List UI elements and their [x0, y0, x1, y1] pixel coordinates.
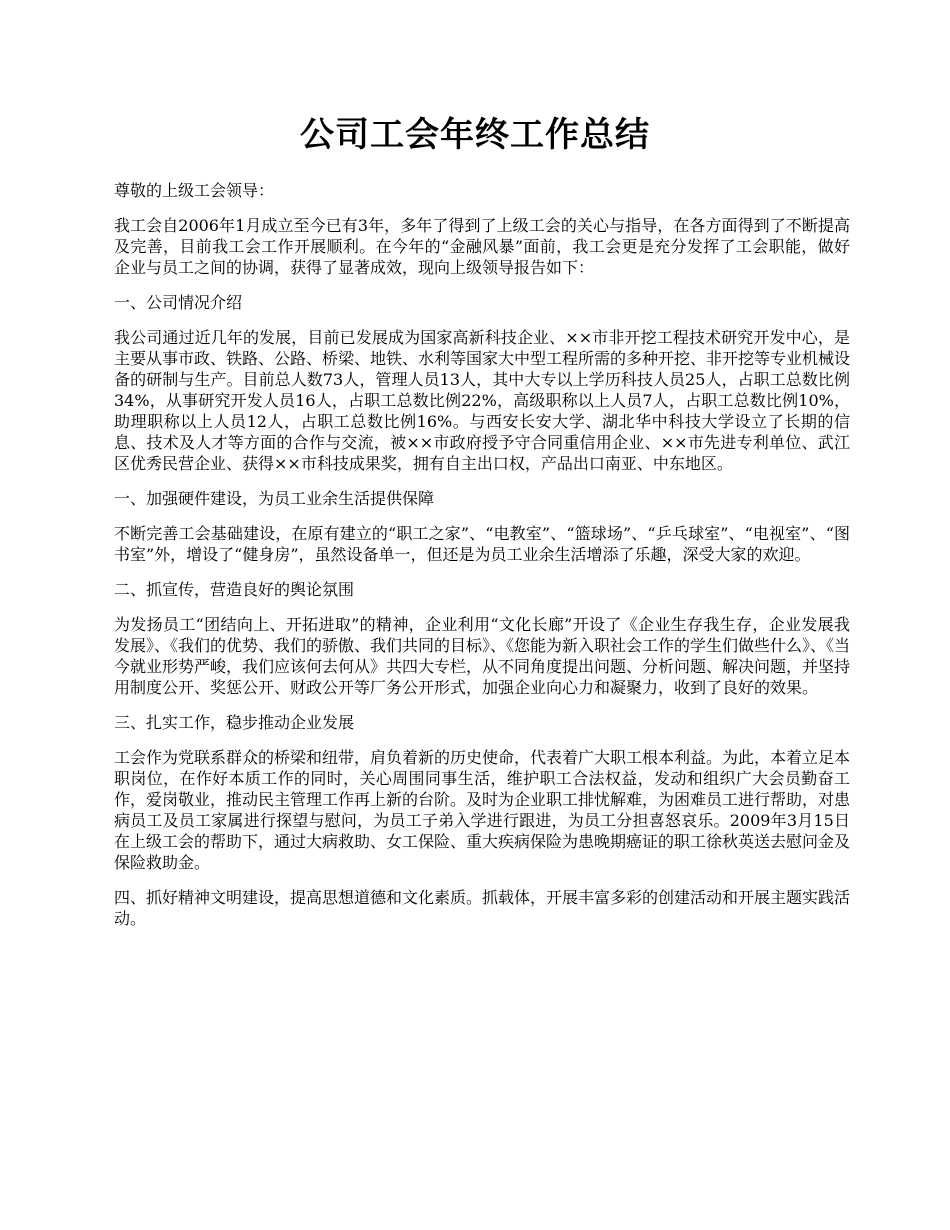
- heading-publicity: 二、抓宣传，营造良好的舆论氛围: [114, 580, 355, 599]
- paragraph-intro: 我工会自2006年1月成立至今已有3年，多年了得到了上级工会的关心与指导，在各方面得到了不断提高及完善，目前我工会工作开展顺利。在今年的“金融风暴”面前，我工会更是充分发挥了工会职能，做好企业与员工之间的协调，获得了显著成效，现向上级领导报告如下：: [114, 216, 850, 277]
- heading-hardware: 一、加强硬件建设，为员工业余生活提供保障: [114, 489, 435, 508]
- document-body: [114, 180, 850, 929]
- paragraph-publicity: 为发扬员工“团结向上、开拓进取”的精神，企业利用“文化长廊”开设了《企业生存我生存，企业发展我发展》、《我们的优势、我们的骄傲、我们共同的目标》、《您能为新入职社会工作的学生们做些什么》、《当今就业形势严峻，我们应该何去何从》共四大专栏，从不同角度提出问题、分析问题、解决问题，并坚持用制度公开、奖惩公开、财政公开等厂务公开形式，加强企业向心力和凝聚力，收到了良好的效果。: [114, 615, 851, 697]
- paragraph-hardware: 不断完善工会基础建设，在原有建立的“职工之家”、“电教室”、“篮球场”、“乒乓球室”、“电视室”、“图书室”外，增设了“健身房”，虽然设备单一，但还是为员工业余生活增添了乐趣，深受大家的欢迎。: [114, 524, 850, 564]
- paragraph-solid-work: 工会作为党联系群众的桥梁和纽带，肩负着新的历史使命，代表着广大职工根本利益。为此，本着立足本职岗位，在作好本质工作的同时，关心周围同事生活，维护职工合法权益，发动和组织广大会员勤奋工作，爱岗敬业，推动民主管理工作再上新的台阶。及时为企业职工排忧解难，为困难员工进行帮助，对患病员工及员工家属进行探望与慰问，为员工子弟入学进行跟进，为员工分担喜怒哀乐。2009年3月15日在上级工会的帮助下，通过大病救助、女工保险、重大疾病保险为患晚期癌证的职工徐秋英送去慰问金及保险救助金。: [114, 748, 851, 872]
- heading-solid-work: 三、扎实工作，稳步推动企业发展: [114, 713, 355, 732]
- salutation: 尊敬的上级工会领导：: [114, 181, 275, 200]
- paragraph-spiritual-civilization: 四、抓好精神文明建设，提高思想道德和文化素质。抓载体，开展丰富多彩的创建活动和开展主题实践活动。: [114, 888, 851, 928]
- heading-company-overview: 一、公司情况介绍: [114, 293, 243, 312]
- document-title: 公司工会年终工作总结: [300, 115, 650, 155]
- paragraph-company-overview: 我公司通过近几年的发展，目前已发展成为国家高新科技企业、××市非开挖工程技术研究开发中心，是主要从事市政、铁路、公路、桥梁、地铁、水利等国家大中型工程所需的多种开挖、非开挖等专业机械设备的研制与生产。目前总人数73人，管理人员13人，其中大专以上学历科技人员25人，占职工总数比例34%，从事研究开发人员16人，占职工总数比例22%，高级职称以上人员7人，占职工总数比例10%，助理职称以上人员12人，占职工总数比例16%。与西安长安大学、湖北华中科技大学设立了长期的信息、技术及人才等方面的合作与交流，被××市政府授予守合同重信用企业、××市先进专利单位、武江区优秀民营企业、获得××市科技成果奖，拥有自主出口权，产品出口南亚、中东地区。: [114, 328, 851, 473]
